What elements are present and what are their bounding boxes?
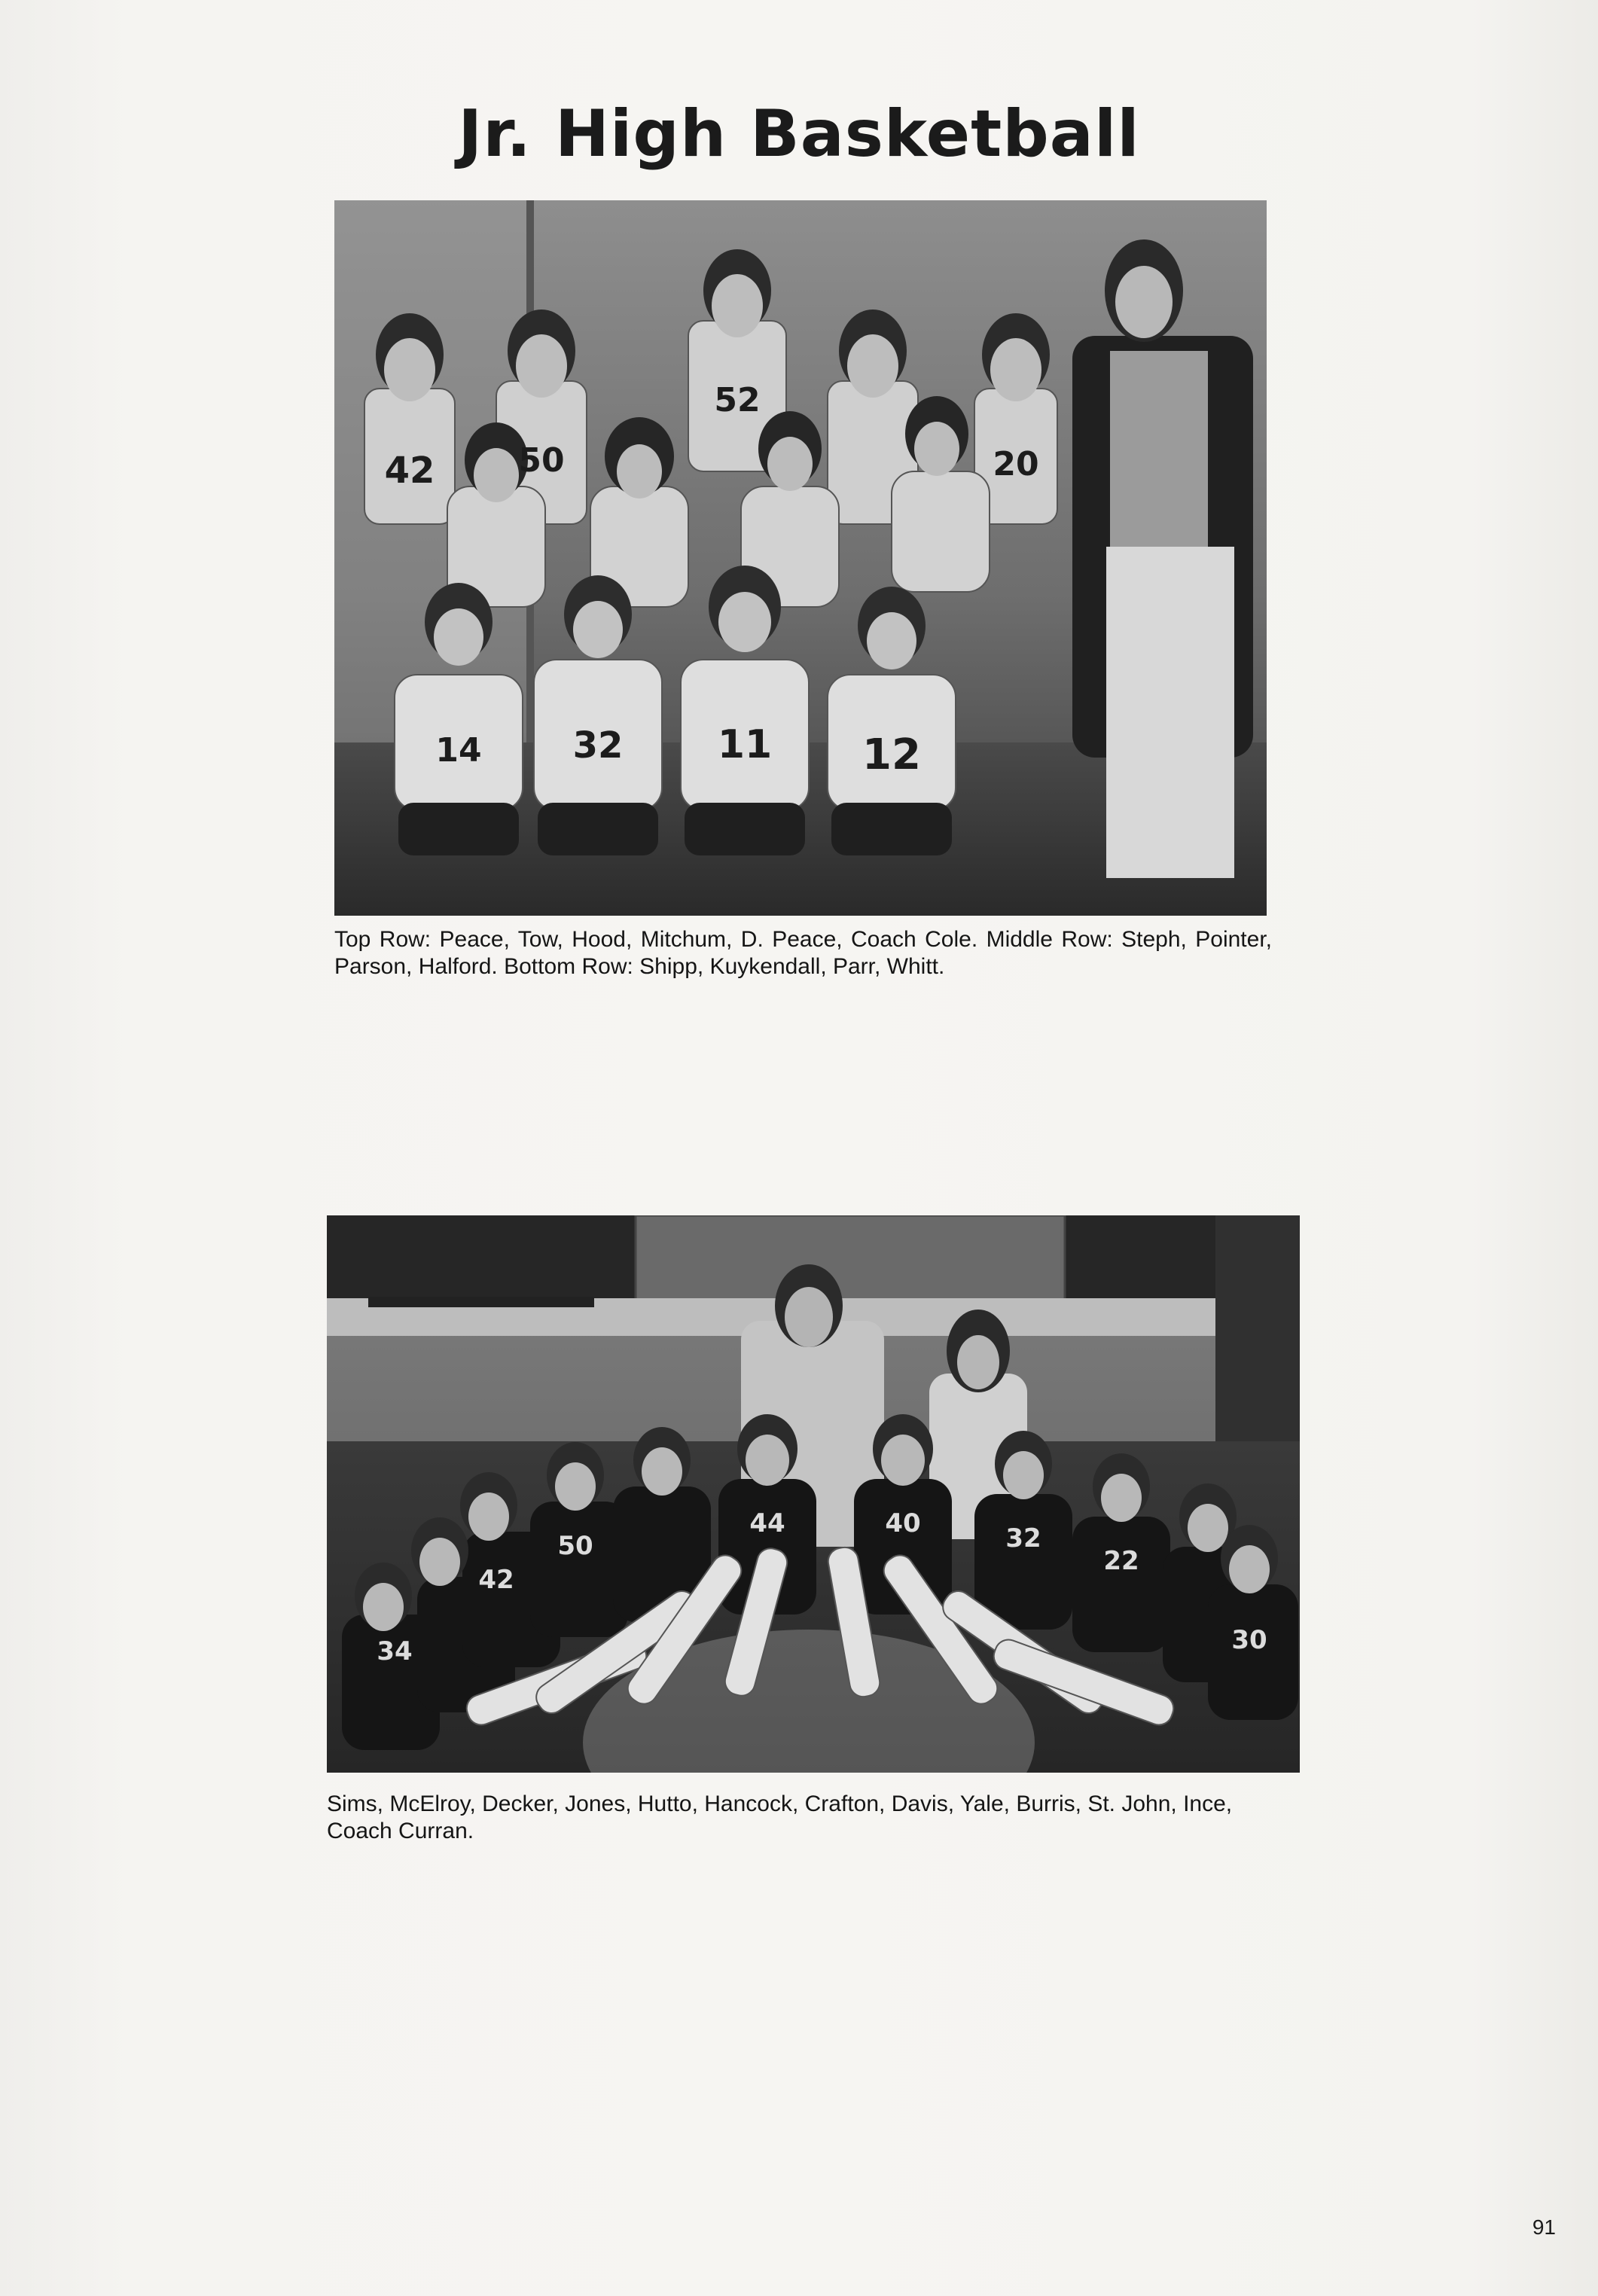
jersey-number: 40	[885, 1508, 921, 1538]
boys-team-photo	[334, 200, 1267, 916]
jersey-number: 32	[572, 724, 624, 767]
jersey-number: 50	[557, 1531, 593, 1561]
jersey-number: 20	[993, 445, 1039, 483]
jersey-number: 12	[862, 730, 921, 779]
boys-team-caption: Top Row: Peace, Tow, Hood, Mitchum, D. Peace, Coach Cole. Middle Row: Steph, Pointer, Parson, Halford. Bottom Row: Shipp, Kuykendall, Parr, Whitt.	[334, 927, 1272, 979]
jersey-number: 22	[1103, 1546, 1139, 1576]
jersey-number: 42	[478, 1565, 514, 1595]
page-number: 91	[1532, 2215, 1556, 2239]
girls-team-photo	[327, 1215, 1300, 1773]
jersey-number: 44	[749, 1508, 785, 1538]
jersey-number: 52	[714, 381, 761, 419]
jersey-number: 14	[435, 731, 482, 770]
page-title: Jr. High Basketball	[458, 96, 1140, 172]
jersey-number: 32	[1005, 1523, 1041, 1554]
jersey-number: 42	[384, 450, 435, 492]
jersey-number: 50	[518, 441, 565, 480]
jersey-number: 34	[377, 1636, 413, 1666]
jersey-number: 11	[717, 722, 773, 767]
girls-team-caption: Sims, McElroy, Decker, Jones, Hutto, Hancock, Crafton, Davis, Yale, Burris, St. John, Ince, Coach Curran.	[327, 1791, 1233, 1843]
jersey-number: 30	[1231, 1625, 1267, 1655]
